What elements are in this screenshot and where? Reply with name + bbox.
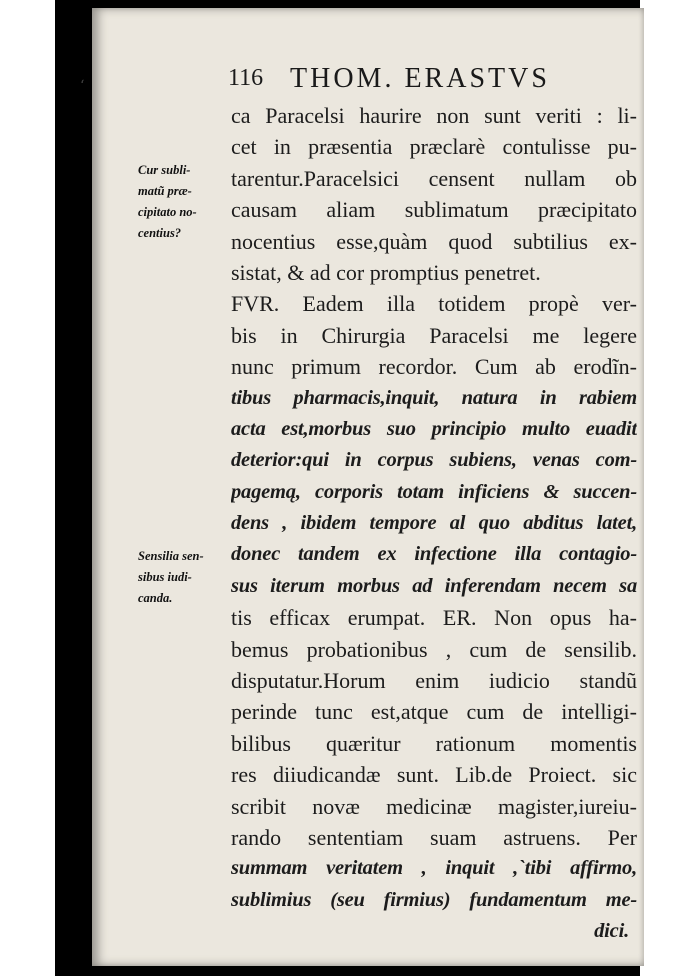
margin-note-2 — [138, 546, 232, 609]
text-line: nunc primum recordor. Cum ab erodĩn- — [231, 354, 637, 380]
text-line-italic: pagemą, corporis totam inficiens & succen- — [231, 480, 637, 503]
text-line-catchword: dici. — [594, 920, 629, 943]
text-line: cet in præsentia præclarè contulisse pu- — [231, 134, 637, 160]
text-line-italic: summam veritatem , inquit ,`tibi affirmo, — [231, 857, 637, 880]
margin-note-line: cipitato no- — [138, 205, 197, 219]
text-line-italic: deterior:qui in corpus subiens, venas com- — [231, 449, 637, 472]
body-text — [231, 100, 637, 948]
text-line-italic: sus iterum morbus ad inferendam necem sa — [231, 574, 637, 597]
margin-note-1 — [138, 160, 232, 244]
gutter-mark: ʻ — [80, 78, 85, 94]
folio-number: 116 — [228, 65, 264, 91]
margin-note-line: canda. — [138, 591, 173, 605]
text-line: nocentius esse,quàm quod subtilius ex- — [231, 228, 637, 254]
text-line: bilibus quæritur rationum momentis — [231, 730, 637, 756]
text-line-italic: tibus pharmacis,inquit, natura in rabiem — [231, 386, 637, 409]
text-line-italic: donec tandem ex infectione illa contagio- — [231, 543, 637, 566]
text-line: scribit novæ medicinæ magister,iureiu- — [231, 793, 637, 819]
running-head: THOM. ERASTVS — [290, 63, 550, 94]
margin-note-line: centius? — [138, 226, 182, 240]
text-line: bemus probationibus , cum de sensilib. — [231, 636, 637, 662]
text-line: rando sententiam suam astruens. Per — [231, 824, 637, 850]
text-line: disputatur.Horum enim iudicio standũ — [231, 668, 637, 694]
text-line: sistat, & ad cor promptius penetret. — [231, 259, 541, 285]
text-line-italic: acta est,morbus suo principio multo euadit — [231, 417, 637, 440]
text-line: causam aliam sublimatum præcipitato — [231, 197, 637, 223]
text-line: perinde tunc est,atque cum de intelligi- — [231, 699, 637, 725]
text-line: ca Paracelsi haurire non sunt veriti : li- — [231, 103, 637, 128]
text-line: tarentur.Paracelsici censent nullam ob — [231, 165, 637, 191]
text-line: FVR. Eadem illa totidem propè ver- — [231, 291, 637, 317]
text-line: bis in Chirurgia Paracelsi me legere — [231, 322, 637, 348]
text-line-italic: sublimius (seu firmius) fundamentum me- — [231, 888, 637, 911]
margin-note-line: sibus iudi- — [138, 570, 192, 584]
margin-note-line: matũ præ- — [138, 184, 192, 198]
margin-note-line: Sensilia sen- — [138, 549, 204, 563]
page-header — [228, 63, 633, 97]
text-line: tis efficax erumpat. ER. Non opus ha- — [231, 605, 637, 631]
text-line-italic: dens , ibidem tempore al quo abditus latet, — [231, 512, 637, 535]
margin-note-line: Cur subli- — [138, 163, 191, 177]
text-line: res diiudicandæ sunt. Lib.de Proiect. sic — [231, 762, 637, 788]
